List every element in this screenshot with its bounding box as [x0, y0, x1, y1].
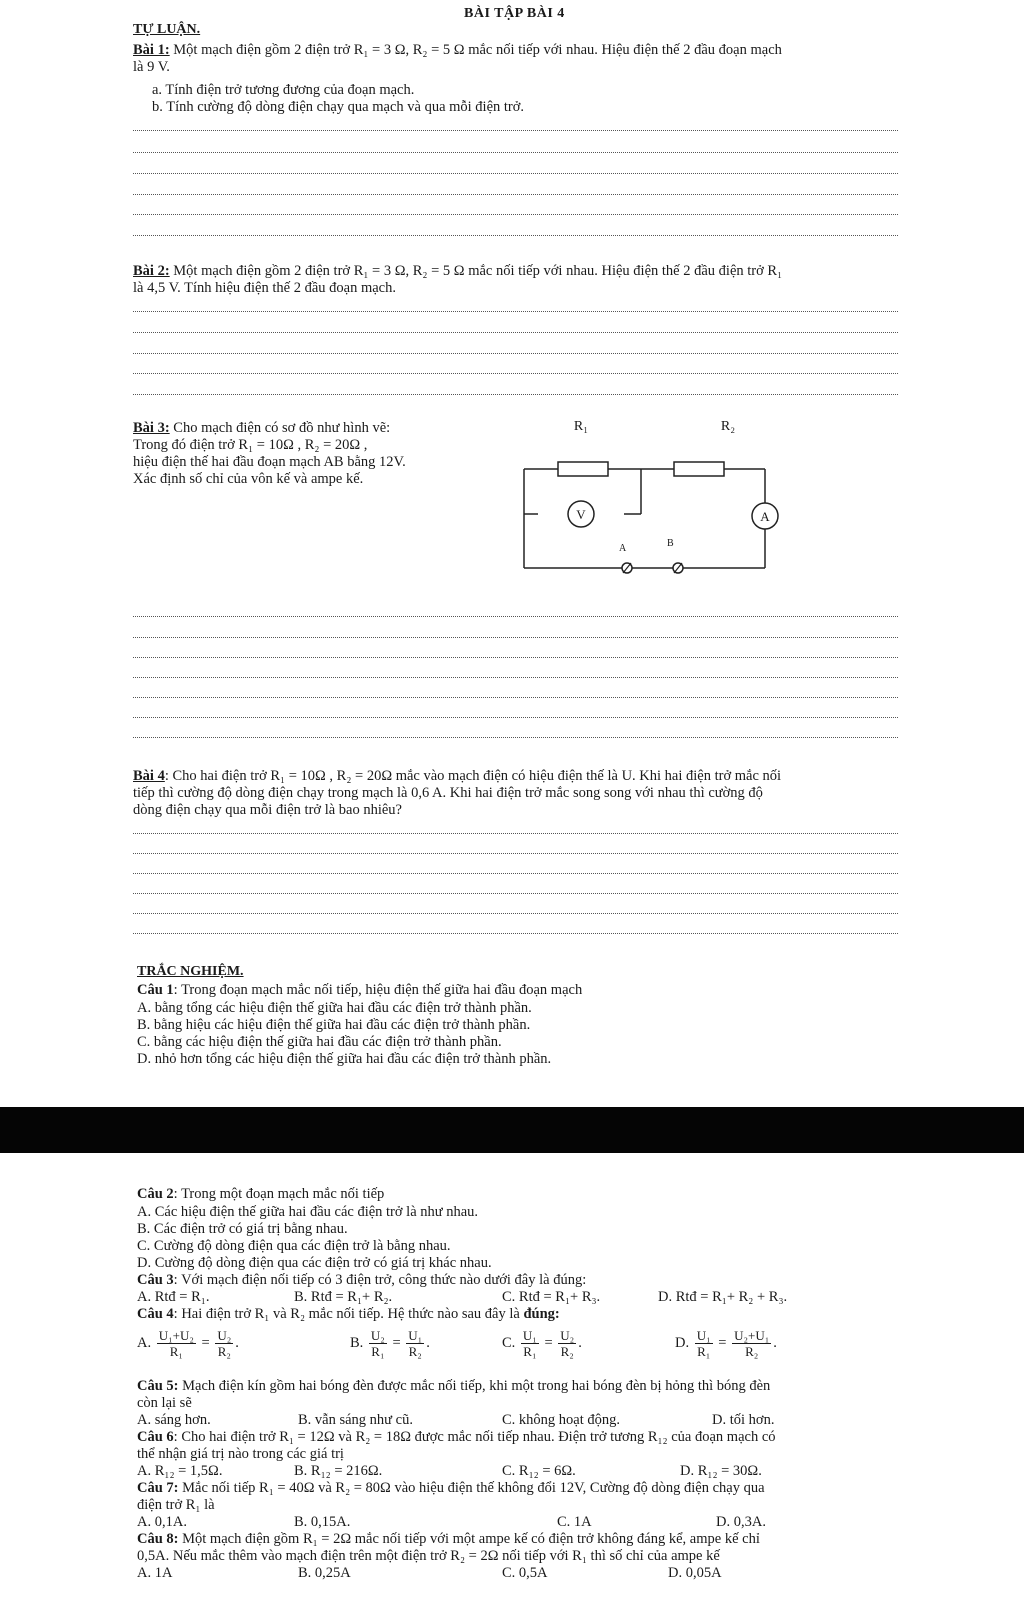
cau5-option-d: D. tối hơn. [712, 1412, 775, 1428]
fraction [406, 1328, 424, 1359]
fraction-numerator: U₁ [696, 1328, 711, 1343]
worksheet-page-bottom [0, 1153, 1024, 1624]
answer-line [133, 214, 898, 215]
cau2-option-d: D. Cường độ dòng điện qua các điện trở có giá trị khác nhau. [137, 1255, 492, 1271]
r2-label: R₂ [720, 419, 736, 434]
cau1-option-a: A. bằng tổng các hiệu điện thế giữa hai đầu các điện trở thành phần. [137, 1000, 532, 1016]
bai3-label: Bài 3: [133, 420, 170, 436]
cau4-option-d: D. $\frac{\text{U₁}}{\text{R₁}}$ = $\frac{\text{U₂+U₁}}{\text{R₂}}$ . [675, 1328, 777, 1359]
fraction [521, 1328, 539, 1359]
cau4-label: Câu 4 [137, 1306, 174, 1322]
cau2-option-c: C. Cường độ dòng điện qua các điện trở là bằng nhau. [137, 1238, 451, 1254]
cau2-label: Câu 2 [137, 1186, 174, 1202]
fraction-numerator: U₁ [408, 1328, 423, 1343]
answer-line [133, 677, 898, 678]
fraction-numerator: U₂ [217, 1328, 232, 1343]
answer-line [133, 373, 898, 374]
cau8-option-a: A. 1A [137, 1565, 173, 1581]
cau5-question-line1: Mạch điện kín gồm hai bóng đèn được mắc nối tiếp, khi một trong hai bóng đèn bị hỏng thì bóng đèn [178, 1378, 771, 1394]
cau1-option-c: C. bằng các hiệu điện thế giữa hai đầu các điện trở thành phần. [137, 1034, 502, 1050]
bai4-text-line1: : Cho hai điện trở R₁ = 10Ω , R₂ = 20Ω mắc vào mạch điện có hiệu điện thế là U. Khi hai điện trở mắc nối [164, 768, 782, 784]
cau5-label: Câu 5: [137, 1378, 179, 1394]
fraction-denominator: R₂ [745, 1344, 759, 1359]
bai4-label: Bài 4 [133, 768, 165, 784]
resistor-r2 [674, 462, 724, 476]
cau4-option-a: A. $\frac{\text{U₁+U₂}}{\text{R₁}}$ = $\frac{\text{U₂}}{\text{R₂}}$ . [137, 1328, 239, 1359]
fraction-numerator: U₂ [560, 1328, 575, 1343]
section-heading-trac-nghiem: TRẮC NGHIỆM. [137, 964, 244, 979]
cau3-option-d: D. Rtđ = R₁+ R₂ + R₃. [658, 1289, 788, 1305]
bai1-part-a: a. Tính điện trở tương đương của đoạn mạch. [152, 82, 415, 98]
fraction-denominator: R₁ [697, 1344, 711, 1359]
cau7-option-b: B. 0,15A. [294, 1514, 351, 1530]
answer-line [133, 697, 898, 698]
point-b-label: B [667, 538, 674, 549]
cau3-question-text: : Với mạch điện nối tiếp có 3 điện trở, công thức nào dưới đây là đúng: [173, 1272, 587, 1288]
answer-line [133, 657, 898, 658]
cau1-question-text: : Trong đoạn mạch mắc nối tiếp, hiệu điện thế giữa hai đầu đoạn mạch [173, 982, 583, 998]
cau5-question [137, 1378, 770, 1395]
cau4-question [137, 1306, 560, 1323]
cau4-question-bold: đúng: [523, 1306, 560, 1322]
cau4-option-b: B. $\frac{\text{U₂}}{\text{R₁}}$ = $\frac{\text{U₁}}{\text{R₂}}$ . [350, 1328, 430, 1359]
answer-line [133, 194, 898, 195]
cau7-option-c: C. 1A [557, 1514, 592, 1530]
cau6-question-line1: : Cho hai điện trở R₁ = 12Ω và R₂ = 18Ω được mắc nối tiếp nhau. Điện trở tương R₁₂ của đoạn mạch có [173, 1429, 776, 1445]
fraction-numerator: U₁ [522, 1328, 537, 1343]
cau6-option-d: D. R₁₂ = 30Ω. [680, 1463, 762, 1479]
answer-line [133, 394, 898, 395]
fraction-denominator: R₁ [169, 1344, 183, 1359]
answer-line [133, 130, 898, 131]
cau6-option-c: C. R₁₂ = 6Ω. [502, 1463, 576, 1479]
cau3-option-c: C. Rtđ = R₁+ R₃. [502, 1289, 601, 1305]
bai3-line1 [133, 420, 390, 437]
fraction [157, 1328, 196, 1359]
answer-line [133, 353, 898, 354]
answer-line [133, 933, 898, 934]
bai1-text-line2: là 9 V. [133, 59, 170, 75]
cau8-question [137, 1531, 760, 1548]
cau1-label: Câu 1 [137, 982, 174, 998]
bai4-text-line3: dòng điện chạy qua mỗi điện trở là bao nhiêu? [133, 802, 402, 818]
cau7-label: Câu 7: [137, 1480, 179, 1496]
document-title: BÀI TẬP BÀI 4 [464, 6, 565, 21]
fraction-denominator: R₁ [523, 1344, 537, 1359]
page-break-band [0, 1107, 1024, 1153]
cau4-option-c: C. $\frac{\text{U₁}}{\text{R₁}}$ = $\frac{\text{U₂}}{\text{R₂}}$ . [502, 1328, 582, 1359]
answer-line [133, 873, 898, 874]
cau7-question-line1: Mắc nối tiếp R₁ = 40Ω và R₂ = 80Ω vào hiệu điện thế không đổi 12V, Cường độ dòng điện chạy qua [178, 1480, 765, 1496]
fraction-denominator: R₂ [560, 1344, 574, 1359]
cau8-option-c: C. 0,5A [502, 1565, 548, 1581]
bai3-text-line1: Cho mạch điện có sơ đồ như hình vẽ: [173, 420, 391, 436]
r1-label: R₁ [573, 419, 589, 434]
answer-line [133, 717, 898, 718]
cau2-question-text: : Trong một đoạn mạch mắc nối tiếp [173, 1186, 385, 1202]
fraction-numerator: U₂+U₁ [734, 1328, 770, 1343]
answer-line [133, 173, 898, 174]
answer-line [133, 332, 898, 333]
resistor-r1 [558, 462, 608, 476]
cau8-option-d: D. 0,05A [668, 1565, 722, 1581]
cau3-option-a: A. Rtđ = R₁. [137, 1289, 210, 1305]
fraction [369, 1328, 387, 1359]
bai1-part-b: b. Tính cường độ dòng điện chạy qua mạch và qua mỗi điện trở. [152, 99, 525, 115]
cau4-option-d-label: D. [675, 1335, 690, 1351]
bai4-line1 [133, 768, 781, 785]
answer-line [133, 616, 898, 617]
cau2-option-b: B. Các điện trở có giá trị bằng nhau. [137, 1221, 348, 1237]
cau8-question-line1: Một mạch điện gồm R₁ = 2Ω mắc nối tiếp với một ampe kế có điện trở không đáng kể, ampe kế chỉ [178, 1531, 760, 1547]
cau6-option-b: B. R₁₂ = 216Ω. [294, 1463, 383, 1479]
bai2-text-line2: là 4,5 V. Tính hiệu điện thế 2 đầu đoạn mạch. [133, 280, 396, 296]
fraction [695, 1328, 713, 1359]
bai2-text-line1: Một mạch điện gồm 2 điện trở R₁ = 3 Ω, R₂ = 5 Ω mắc nối tiếp với nhau. Hiệu điện thế 2 đầu điện trở R₁ [173, 263, 783, 279]
fraction [215, 1328, 233, 1359]
cau2-option-a: A. Các hiệu điện thế giữa hai đầu các điện trở là như nhau. [137, 1204, 479, 1220]
section-heading-tu-luan: TỰ LUẬN. [133, 22, 201, 37]
answer-line [133, 913, 898, 914]
point-a-label: A [619, 543, 627, 554]
bai1-line1 [133, 42, 782, 59]
cau8-option-b: B. 0,25A [298, 1565, 351, 1581]
cau6-question [137, 1429, 776, 1446]
fraction-numerator: U₁+U₂ [158, 1328, 194, 1343]
fraction [558, 1328, 576, 1359]
cau8-question-line2: 0,5A. Nếu mắc thêm vào mạch điện trên một điện trở R₂ = 2Ω nối tiếp với R₁ thì số chỉ của ampe kế [137, 1548, 720, 1564]
cau2-question [137, 1186, 384, 1203]
answer-line [133, 152, 898, 153]
cau5-option-a: A. sáng hơn. [137, 1412, 211, 1428]
cau8-label: Câu 8: [137, 1531, 179, 1547]
cau3-question [137, 1272, 586, 1289]
answer-line [133, 833, 898, 834]
answer-line [133, 311, 898, 312]
fraction-denominator: R₂ [217, 1344, 231, 1359]
cau5-option-c: C. không hoạt động. [502, 1412, 621, 1428]
ammeter-label: A [760, 509, 770, 524]
answer-line [133, 893, 898, 894]
bai3-text-line3: hiệu điện thế hai đầu đoạn mạch AB bằng 12V. [133, 454, 406, 470]
bai4-text-line2: tiếp thì cường độ dòng điện chạy trong mạch là 0,6 A. Khi hai điện trở mắc song song với nhau thì cường độ [133, 785, 763, 801]
fraction [732, 1328, 771, 1359]
cau5-option-b: B. vẫn sáng như cũ. [298, 1412, 413, 1428]
fraction-numerator: U₂ [370, 1328, 385, 1343]
cau3-label: Câu 3 [137, 1272, 174, 1288]
cau1-option-d: D. nhỏ hơn tổng các hiệu điện thế giữa hai đầu các điện trở thành phần. [137, 1051, 552, 1067]
answer-line [133, 853, 898, 854]
cau1-question [137, 982, 582, 999]
bai1-label: Bài 1: [133, 42, 170, 58]
cau4-question-text: : Hai điện trở R₁ và R₂ mắc nối tiếp. Hệ thức nào sau đây là [173, 1306, 524, 1322]
cau4-option-c-label: C. [502, 1335, 516, 1351]
voltmeter-label: V [576, 507, 586, 522]
cau1-option-b: B. bằng hiệu các hiệu điện thế giữa hai đầu các điện trở thành phần. [137, 1017, 531, 1033]
bai1-text-line1: Một mạch điện gồm 2 điện trở R₁ = 3 Ω, R₂ = 5 Ω mắc nối tiếp với nhau. Hiệu điện thế 2 đầu đoạn mạch [173, 42, 782, 58]
cau6-question-line2: thể nhận giá trị nào trong các giá trị [137, 1446, 344, 1462]
cau6-label: Câu 6 [137, 1429, 174, 1445]
cau7-question-line2: điện trở R₁ là [137, 1497, 215, 1513]
cau4-option-b-label: B. [350, 1335, 364, 1351]
cau6-option-a: A. R₁₂ = 1,5Ω. [137, 1463, 223, 1479]
bai3-text-line4: Xác định số chỉ của vôn kế và ampe kế. [133, 471, 364, 487]
fraction-denominator: R₁ [371, 1344, 385, 1359]
fraction-denominator: R₂ [408, 1344, 422, 1359]
cau5-question-line2: còn lại sẽ [137, 1395, 192, 1411]
answer-line [133, 235, 898, 236]
cau7-option-d: D. 0,3A. [716, 1514, 766, 1530]
answer-line [133, 637, 898, 638]
answer-line [133, 737, 898, 738]
bai3-text-line2: Trong đó điện trở R₁ = 10Ω , R₂ = 20Ω , [133, 437, 368, 453]
bai2-label: Bài 2: [133, 263, 170, 279]
cau4-option-a-label: A. [137, 1335, 152, 1351]
cau3-option-b: B. Rtđ = R₁+ R₂. [294, 1289, 393, 1305]
circuit-diagram [515, 410, 805, 580]
bai2-line1 [133, 263, 782, 280]
cau7-option-a: A. 0,1A. [137, 1514, 187, 1530]
cau7-question [137, 1480, 765, 1497]
